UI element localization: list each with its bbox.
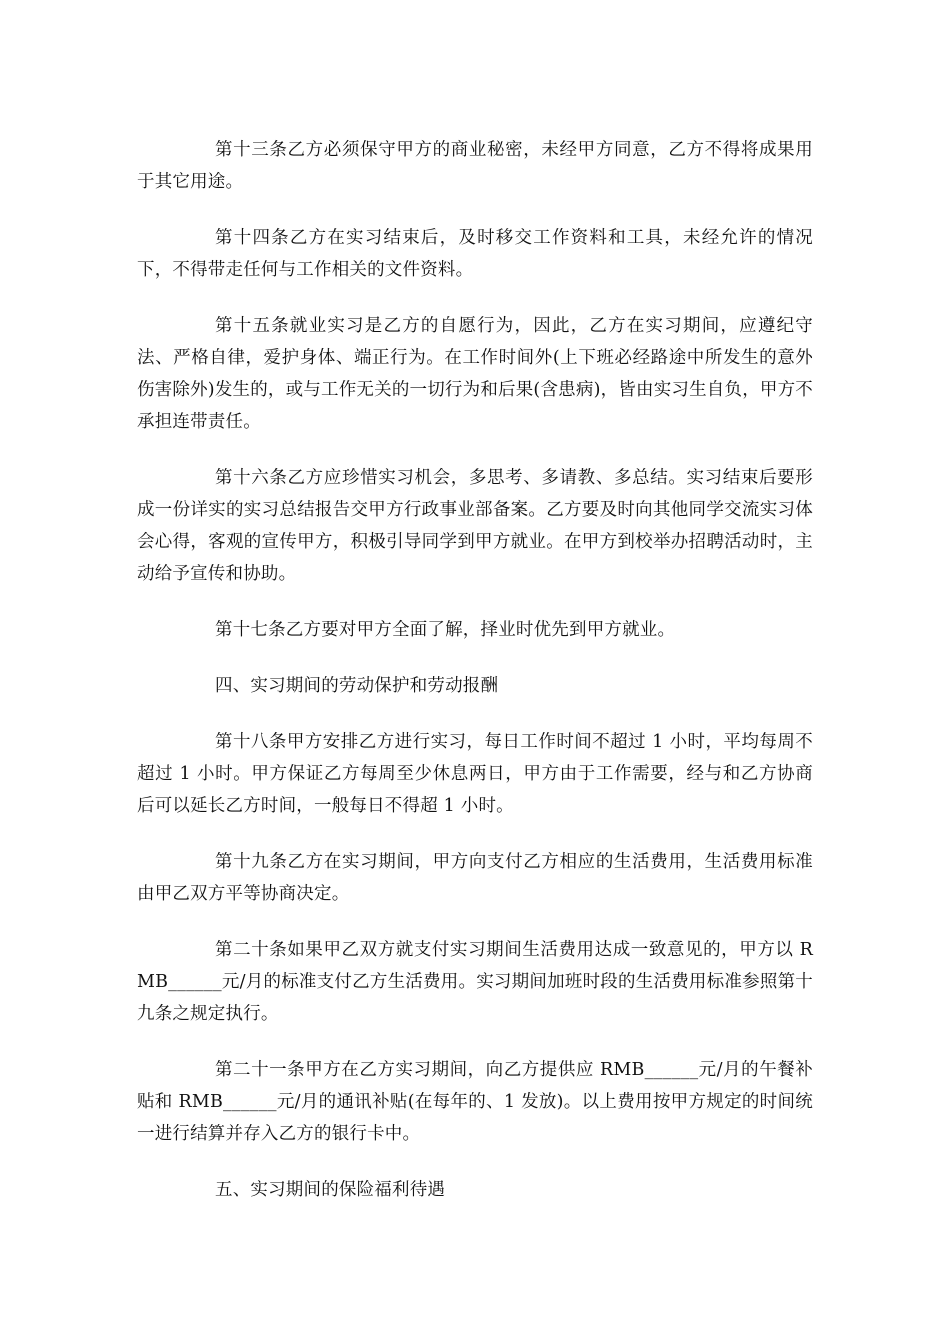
article-16-paragraph: 第十六条乙方应珍惜实习机会，多思考、多请教、多总结。实习结束后要形成一份详实的实习总结报告交甲方行政事业部备案。乙方要及时向其他同学交流实习体会心得，客观的宣传甲方，积极引导同学到甲方就业。在甲方到校举办招聘活动时，主动给予宣传和协助。 (137, 468, 813, 584)
article-18-paragraph: 第十八条甲方安排乙方进行实习，每日工作时间不超过 1 小时，平均每周不超过 1 小时。甲方保证乙方每周至少休息两日，甲方由于工作需要，经与和乙方协商后可以延长乙方时间，一般每日不得超 1 小时。 (137, 732, 813, 816)
article-20-paragraph: 第二十条如果甲乙双方就支付实习期间生活费用达成一致意见的，甲方以 RMB______元/月的标准支付乙方生活费用。实习期间加班时段的生活费用标准参照第十九条之规定执行。 (137, 940, 813, 1024)
article-19-paragraph: 第十九条乙方在实习期间，甲方向支付乙方相应的生活费用，生活费用标准由甲乙双方平等协商决定。 (137, 852, 813, 904)
article-17-paragraph: 第十七条乙方要对甲方全面了解，择业时优先到甲方就业。 (215, 620, 676, 640)
article-14-paragraph: 第十四条乙方在实习结束后，及时移交工作资料和工具，未经允许的情况下，不得带走任何与工作相关的文件资料。 (137, 228, 813, 280)
article-13-paragraph: 第十三条乙方必须保守甲方的商业秘密，未经甲方同意，乙方不得将成果用于其它用途。 (137, 140, 813, 192)
section-5-heading: 五、实习期间的保险福利待遇 (215, 1180, 446, 1200)
article-15-paragraph: 第十五条就业实习是乙方的自愿行为，因此，乙方在实习期间，应遵纪守法、严格自律，爱护身体、端正行为。在工作时间外(上下班必经路途中所发生的意外伤害除外)发生的，或与工作无关的一切行为和后果(含患病)，皆由实习生自负，甲方不承担连带责任。 (137, 316, 813, 432)
section-4-heading: 四、实习期间的劳动保护和劳动报酬 (215, 676, 499, 696)
article-21-paragraph: 第二十一条甲方在乙方实习期间，向乙方提供应 RMB______元/月的午餐补贴和 RMB______元/月的通讯补贴(在每年的、1 发放)。以上费用按甲方规定的时间统一进行结算并存入乙方的银行卡中。 (137, 1060, 813, 1144)
document-body (137, 134, 813, 1230)
